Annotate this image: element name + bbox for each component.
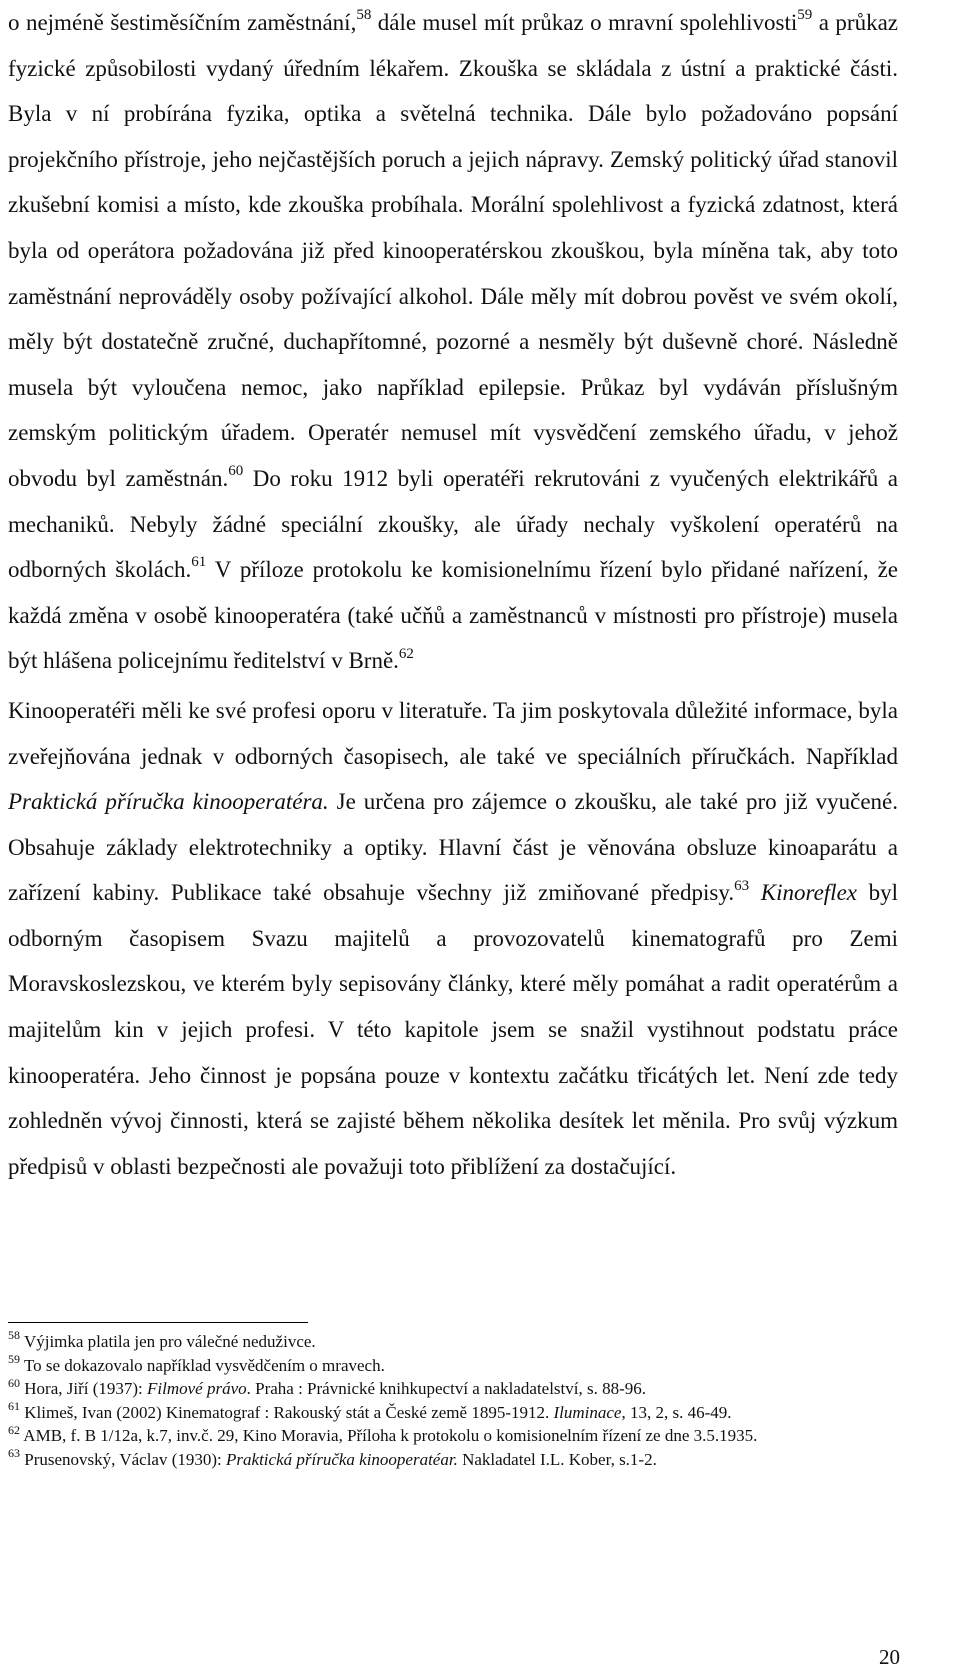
book-title: Praktická příručka kinooperatéra. [8, 789, 329, 815]
footnote-text: . Praha : Právnické knihkupectví a nakladatelství, s. 88-96. [246, 1379, 647, 1399]
text-run: o nejméně šestiměsíčním zaměstnání, [8, 10, 357, 35]
footnote-ref-62[interactable]: 62 [398, 645, 414, 662]
footnote-text: Výjimka platila jen pro válečné neduživce. [20, 1332, 316, 1351]
footnote-number: 59 [8, 1351, 20, 1366]
footnote-italic-title: Filmové právo [147, 1379, 247, 1399]
text-run: Je určena pro zájemce o zkoušku, ale také pro již vyučené. Obsahuje základy elektrotechniky a optiky. Hlavní část je věnována obsluze kinoaparátu a zařízení kabiny. Publikace také obsahuje všechny již zmiňované předpisy. [8, 789, 898, 906]
footnotes [8, 1330, 898, 1472]
footnote-62 [8, 1424, 898, 1448]
text-run: a průkaz fyzické způsobilosti vydaný úředním lékařem. Zkouška se skládala z ústní a praktické části. Byla v ní probírána fyzika, optika a světelná technika. Dále bylo požadováno popsání projekčního přístroje, jeho nejčastějších poruch a jejich nápravy. Zemský politický úřad stanovil zkušební komisi a místo, kde zkouška probíhala. Morální spolehlivost a fyzická zdatnost, která byla od operátora požadována již před kinooperatérskou zkouškou, byla míněna tak, aby toto zaměstnání neprováděly osoby požívající alkohol. Dále měly mít dobrou pověst ve svém okolí, měly být dostatečně zručné, duchapřítomné, pozorné a nesměly být duševně choré. Následně musela být vyloučena nemoc, jako například epilepsie. Průkaz byl vydáván příslušným zemským politickým úřadem. Operatér nemusel mít vysvědčení zemského úřadu, v jehož obvodu byl zaměstnán. [8, 10, 898, 491]
footnote-59 [8, 1351, 898, 1378]
journal-title: Kinoreflex [760, 880, 857, 906]
text-run: dále musel mít průkaz o mravní spolehlivosti [371, 10, 798, 35]
footnote-number: 63 [8, 1446, 20, 1461]
footnote-58 [8, 1330, 898, 1354]
footnote-ref-60[interactable]: 60 [228, 463, 244, 480]
text-run: Kinooperatéři měli ke své profesi oporu v literatuře. Ta jim poskytovala důležité informace, byla zveřejňována jednak v odborných časopisech, ale také ve speciálních příručkách. Například [8, 697, 898, 769]
footnote-number: 62 [8, 1422, 20, 1437]
footnote-ref-61[interactable]: 61 [191, 554, 207, 571]
paragraph-1 [8, 0, 898, 684]
footnote-text: AMB, f. B 1/12a, k.7, inv.č. 29, Kino Moravia, Příloha k protokolu o komisionelním řízení ze dne 3.5.1935. [20, 1426, 758, 1446]
footnote-ref-63[interactable]: 63 [734, 877, 750, 894]
footnote-ref-59[interactable]: 59 [797, 7, 813, 24]
footnote-text: Prusenovský, Václav (1930): [20, 1449, 227, 1469]
footnote-text: Nakladatel I.L. Kober, s.1-2. [457, 1449, 657, 1469]
footnote-number: 58 [8, 1328, 20, 1343]
footnote-ref-58[interactable]: 58 [356, 7, 372, 24]
text-run: V příloze protokolu ke komisionelnímu řízení bylo přidané nařízení, že každá změna v osobě kinooperatéra (také učňů a zaměstnanců v místnosti pro přístroje) musela být hlášena policejnímu ředitelství v Brně. [8, 557, 898, 674]
footnote-italic-title: Iluminace [553, 1402, 622, 1422]
text-run [749, 880, 761, 905]
footnote-63 [8, 1448, 898, 1472]
text-run: Do roku 1912 byli operatéři rekrutováni z vyučených elektrikářů a mechaniků. Nebyly žádné speciální zkoušky, ale úřady nechaly vyškolení operatérů na odborných školách. [8, 465, 898, 583]
body-text [8, 0, 898, 1189]
footnote-text: To se dokazovalo například vysvědčením o mravech. [20, 1355, 385, 1375]
footnote-italic-title: Praktická příručka kinooperatéar. [226, 1449, 458, 1469]
footnote-number: 61 [8, 1399, 20, 1414]
footnote-60 [8, 1377, 898, 1401]
page-number: 20 [879, 1645, 900, 1669]
footnote-text: Hora, Jiří (1937): [20, 1379, 148, 1399]
footnote-text: Klimeš, Ivan (2002) Kinematograf : Rakouský stát a České země 1895-1912. [20, 1402, 554, 1422]
footnote-61 [8, 1401, 898, 1425]
footnote-separator [8, 1322, 308, 1323]
footnote-number: 60 [8, 1375, 20, 1390]
footnote-text: , 13, 2, s. 46-49. [621, 1402, 732, 1422]
text-run: byl odborným časopisem Svazu majitelů a provozovatelů kinematografů pro Zemi Moravskoslezskou, ve kterém byly sepisovány články, které měly pomáhat a radit operatérům a majitelům kin v jejich profesi. V této kapitole jsem se snažil vystihnout podstatu práce kinooperatéra. Jeho činnost je popsána pouze v kontextu začátku třicátých let. Není zde tedy zohledněn vývoj činnosti, která se zajisté během několika desítek let měnila. Pro svůj výzkum předpisů v oblasti bezpečnosti ale považuji toto přiblížení za dostačující. [8, 880, 898, 1179]
paragraph-2 [8, 688, 898, 1190]
